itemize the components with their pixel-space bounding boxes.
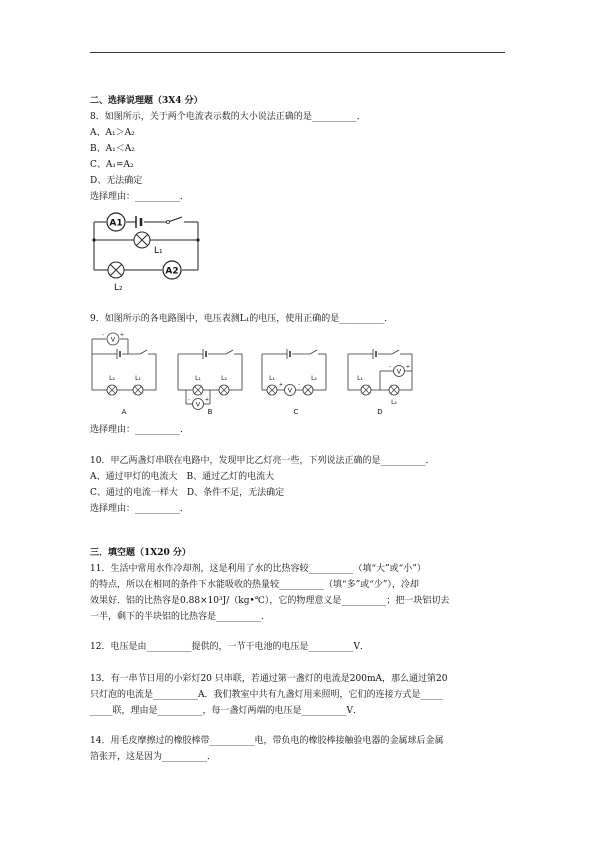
svg-text:L₁: L₁ <box>195 375 201 382</box>
q10-reason: 选择理由：__________． <box>90 504 190 514</box>
q14-line1: 14．用毛皮摩擦过的橡胶棒带__________电，带负电的橡胶棒接触验电器的金属球后金属 <box>90 736 444 746</box>
q14-line2: 箔张开，这是因为__________． <box>90 752 217 762</box>
circuit-d-diagram <box>348 349 412 416</box>
q11-line2: 的特点，所以在相同的条件下水能吸收的热量较__________（填“多”或“少”），冷却 <box>90 580 419 590</box>
svg-text:L₁: L₁ <box>269 375 275 382</box>
q10-options-ab: A、通过甲灯的电流大 B、通过乙灯的电流大 <box>90 472 275 482</box>
switch-pivot <box>167 221 170 224</box>
q8-circuit-diagram <box>88 206 208 298</box>
header-rule <box>90 52 505 53</box>
q13-line3: _____联，理由是__________，每一盏灯两端的电压是__________V． <box>90 706 363 716</box>
q10-stem: 10．甲乙两盏灯串联在电路中，发现甲比乙灯亮一些，下列说法正确的是__________． <box>90 456 435 466</box>
junction-dot <box>92 238 95 241</box>
circuit-b-diagram <box>178 349 242 416</box>
svg-text:L₁: L₁ <box>357 375 363 382</box>
svg-text:L₂: L₂ <box>221 375 227 382</box>
q11-line1: 11．生活中常用水作冷却剂，这是利用了水的比热容较__________（填“大”或“小”） <box>90 564 426 574</box>
svg-text:V: V <box>287 386 293 395</box>
svg-text:V: V <box>110 335 116 344</box>
lamp-l1-icon <box>134 232 150 248</box>
svg-text:+: + <box>204 397 210 403</box>
svg-text:-: - <box>298 382 300 388</box>
q8-option-c: C、A₁=A₂ <box>90 160 134 170</box>
svg-text:+: + <box>278 382 284 388</box>
q9-stem: 9．如图所示的各电路图中，电压表测L₁的电压，使用正确的是__________． <box>90 314 394 324</box>
q8-reason: 选择理由：__________． <box>90 192 190 202</box>
svg-text:+: + <box>119 332 125 338</box>
circuit-d-label: D <box>377 408 383 416</box>
svg-text:-: - <box>102 332 104 338</box>
svg-text:V: V <box>396 367 402 376</box>
q8-option-a: A、A₁＞A₂ <box>90 128 135 138</box>
q12-text: 12．电压是由__________提供的，一节干电池的电压是__________V． <box>90 642 369 652</box>
svg-text:A2: A2 <box>165 266 179 277</box>
circuit-c-label: C <box>293 408 299 416</box>
lamp-l2-icon <box>108 262 124 278</box>
q9-circuit-diagrams <box>88 330 428 418</box>
q11-line3: 效果好．铝的比热容是0.88×10³J/（kg•℃），它的物理意义是__________；把一块铝切去 <box>90 596 450 606</box>
q8-option-b: B、A₁＜A₂ <box>90 144 135 154</box>
q13-line2: 只灯泡的电流是__________A．我们教室中共有九盏灯用来照明，它们的连接方式是_____ <box>90 690 444 700</box>
circuit-a-label: A <box>121 408 127 416</box>
ammeter-a1-icon <box>107 213 125 231</box>
svg-text:+: + <box>405 364 411 370</box>
ammeter-a2-icon <box>163 261 181 279</box>
svg-text:L₁: L₁ <box>135 375 141 382</box>
q9-reason: 选择理由：__________． <box>90 425 190 435</box>
junction-dot <box>196 238 199 241</box>
q8-stem: 8．如图所示，关于两个电流表示数的大小说法正确的是__________． <box>90 112 366 122</box>
circuit-b-label: B <box>207 408 213 416</box>
circuit-a-diagram <box>92 332 156 416</box>
q8-option-d: D、无法确定 <box>90 176 143 186</box>
section3-title: 三．填空题（1X20 分） <box>90 548 191 558</box>
svg-text:L₂: L₂ <box>109 375 115 382</box>
svg-text:V: V <box>195 400 201 409</box>
svg-text:A1: A1 <box>109 218 123 229</box>
lamp-l1-label: L₁ <box>154 246 163 256</box>
q13-line1: 13．有一串节日用的小彩灯20 只串联，若通过第一盏灯的电流是200mA，那么通过第20 <box>90 674 448 684</box>
svg-text:-: - <box>188 397 190 403</box>
section2-title: 二、选择说理题（3X4 分） <box>90 96 203 106</box>
q11-line4: 一半，剩下的半块铝的比热容是__________． <box>90 612 271 622</box>
svg-text:L₂: L₂ <box>311 375 317 382</box>
lamp-l2-label: L₂ <box>114 283 123 293</box>
svg-text:L₂: L₂ <box>391 399 397 406</box>
circuit-c-diagram <box>262 349 326 416</box>
svg-text:-: - <box>389 364 391 370</box>
q10-options-cd: C、通过的电流一样大 D、条件不足，无法确定 <box>90 488 285 498</box>
